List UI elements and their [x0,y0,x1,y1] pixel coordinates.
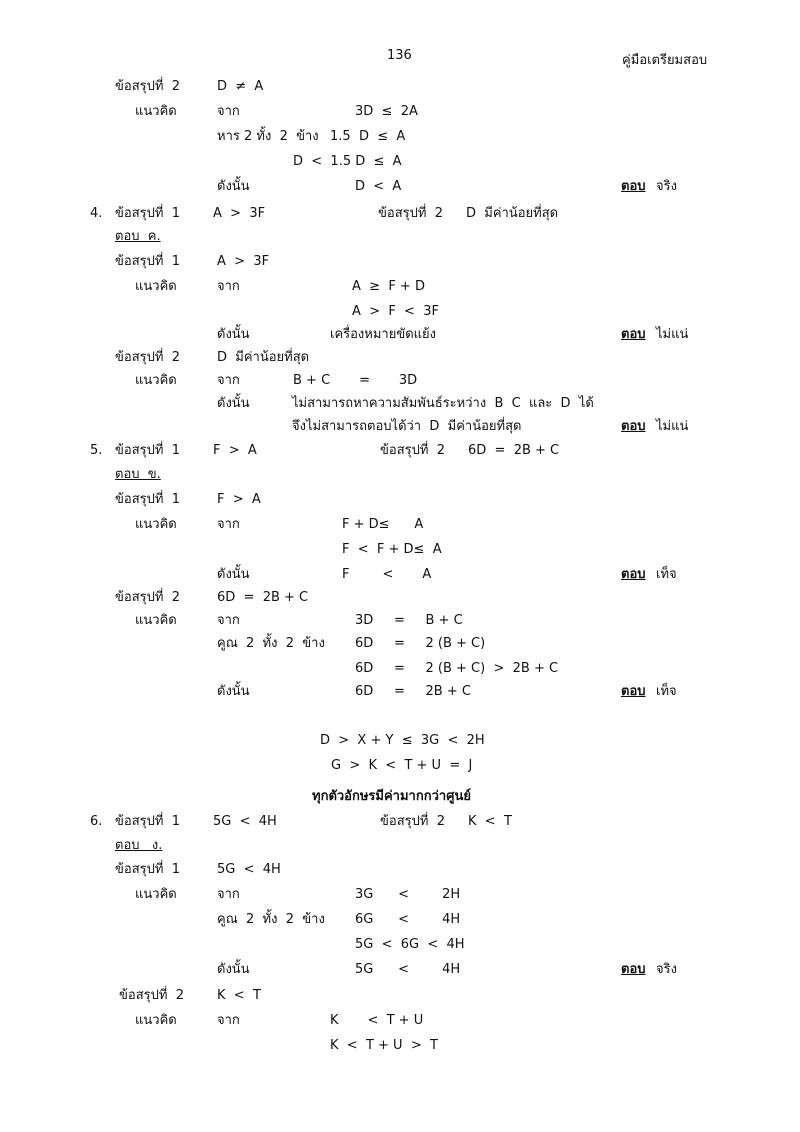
conclusion-label: ข้อสรุปที่ 2 [115,350,180,365]
math-line: 6D = 2 (B + C) > 2B + C [355,661,559,676]
conclusion-statement: A > 3F [217,254,270,269]
question-answer: ตอบ ง. [115,838,163,853]
math-line: 1.5 D ≤ A [330,129,406,144]
idea-label: แนวคิด [135,613,177,628]
from-label: จาก [217,104,240,119]
conclusion-statement: 6D = 2B + C [468,443,560,458]
math-line: D < 1.5 D ≤ A [293,154,402,169]
answer-value: ไม่แน่ [656,327,689,342]
conclusion-label: ข้อสรุปที่ 2 [380,814,445,829]
answer-label: ตอบ [621,179,646,194]
idea-label: แนวคิด [135,104,177,119]
conclusion-label: ข้อสรุปที่ 1 [115,492,180,507]
from-label: จาก [217,613,240,628]
answer-value: ไม่แน่ [656,419,689,434]
answer-label: ตอบ [621,327,646,342]
answer-value: เท็จ [656,684,677,699]
conclusion-statement: F > A [213,443,257,458]
question-answer: ตอบ ข. [115,467,161,482]
therefore-label: ดังนั้น [217,567,250,582]
math-line: 3G < 2H [355,887,461,902]
conclusion-label: ข้อสรุปที่ 2 [119,988,184,1003]
step-text: คูณ 2 ทั้ง 2 ข้าง [217,912,325,927]
idea-label: แนวคิด [135,887,177,902]
math-line: 6D = 2 (B + C) [355,636,486,651]
conclusion-label: ข้อสรุปที่ 2 [380,443,445,458]
answer-value: จริง [656,962,677,977]
conclusion-label: ข้อสรุปที่ 1 [115,443,180,458]
math-line: B + C = 3D [293,373,418,388]
idea-label: แนวคิด [135,279,177,294]
result-text: จึงไม่สามารถตอบได้ว่า D มีค่าน้อยที่สุด [292,419,522,434]
therefore-label: ดังนั้น [217,684,250,699]
conclusion-statement: 5G < 4H [217,862,281,877]
math-line: 3D ≤ 2A [355,104,418,119]
math-line: 6G < 4H [355,912,461,927]
math-line: F < F + D≤ A [342,542,442,557]
page-number: 136 [387,48,412,63]
from-label: จาก [217,373,240,388]
math-line: K < T + U > T [330,1038,438,1053]
result-text: ไม่สามารถหาความสัมพันธ์ระหว่าง B C และ D ได้ [292,396,594,411]
math-line: D < A [355,179,402,194]
conclusion-label: ข้อสรุปที่ 1 [115,814,180,829]
therefore-label: ดังนั้น [217,396,250,411]
conclusion-label: ข้อสรุปที่ 1 [115,254,180,269]
conclusion-statement: D ≠ A [217,79,264,94]
question-number: 4. [90,206,103,221]
conclusion-statement: K < T [217,988,261,1003]
given-statement: G > K < T + U = J [331,758,473,773]
therefore-label: ดังนั้น [217,179,250,194]
math-line: A > F < 3F [352,304,439,319]
math-line: F < A [342,567,432,582]
result-text: เครื่องหมายขัดแย้ง [330,327,437,342]
math-line: 6D = 2B + C [355,684,471,699]
from-label: จาก [217,517,240,532]
question-answer: ตอบ ค. [115,229,161,244]
answer-label: ตอบ [621,567,646,582]
math-line: K < T + U [330,1013,424,1028]
idea-label: แนวคิด [135,1013,177,1028]
idea-label: แนวคิด [135,517,177,532]
answer-label: ตอบ [621,419,646,434]
conclusion-statement: D มีค่าน้อยที่สุด [466,206,559,221]
from-label: จาก [217,887,240,902]
question-number: 6. [90,814,103,829]
conclusion-label: ข้อสรุปที่ 2 [115,79,180,94]
step-text: คูณ 2 ทั้ง 2 ข้าง [217,636,325,651]
question-number: 5. [90,443,103,458]
given-statement: D > X + Y ≤ 3G < 2H [320,733,485,748]
given-note: ทุกตัวอักษรมีค่ามากกว่าศูนย์ [312,789,471,804]
therefore-label: ดังนั้น [217,962,250,977]
answer-label: ตอบ [621,684,646,699]
conclusion-statement: A > 3F [213,206,266,221]
answer-value: จริง [656,179,677,194]
answer-value: เท็จ [656,567,677,582]
conclusion-label: ข้อสรุปที่ 1 [115,862,180,877]
from-label: จาก [217,1013,240,1028]
answer-label: ตอบ [621,962,646,977]
math-line: 5G < 6G < 4H [355,937,465,952]
step-text: หาร 2 ทั้ง 2 ข้าง [217,129,319,144]
book-title: คู่มือเตรียมสอบ [622,53,708,68]
math-line: 5G < 4H [355,962,461,977]
math-line: 3D = B + C [355,613,463,628]
idea-label: แนวคิด [135,373,177,388]
conclusion-statement: D มีค่าน้อยที่สุด [217,350,310,365]
conclusion-label: ข้อสรุปที่ 2 [378,206,443,221]
conclusion-statement: 6D = 2B + C [217,590,309,605]
conclusion-label: ข้อสรุปที่ 1 [115,206,180,221]
math-line: A ≥ F + D [352,279,425,294]
therefore-label: ดังนั้น [217,327,250,342]
conclusion-label: ข้อสรุปที่ 2 [115,590,180,605]
math-line: F + D≤ A [342,517,424,532]
from-label: จาก [217,279,240,294]
conclusion-statement: 5G < 4H [213,814,277,829]
conclusion-statement: F > A [217,492,261,507]
conclusion-statement: K < T [468,814,512,829]
